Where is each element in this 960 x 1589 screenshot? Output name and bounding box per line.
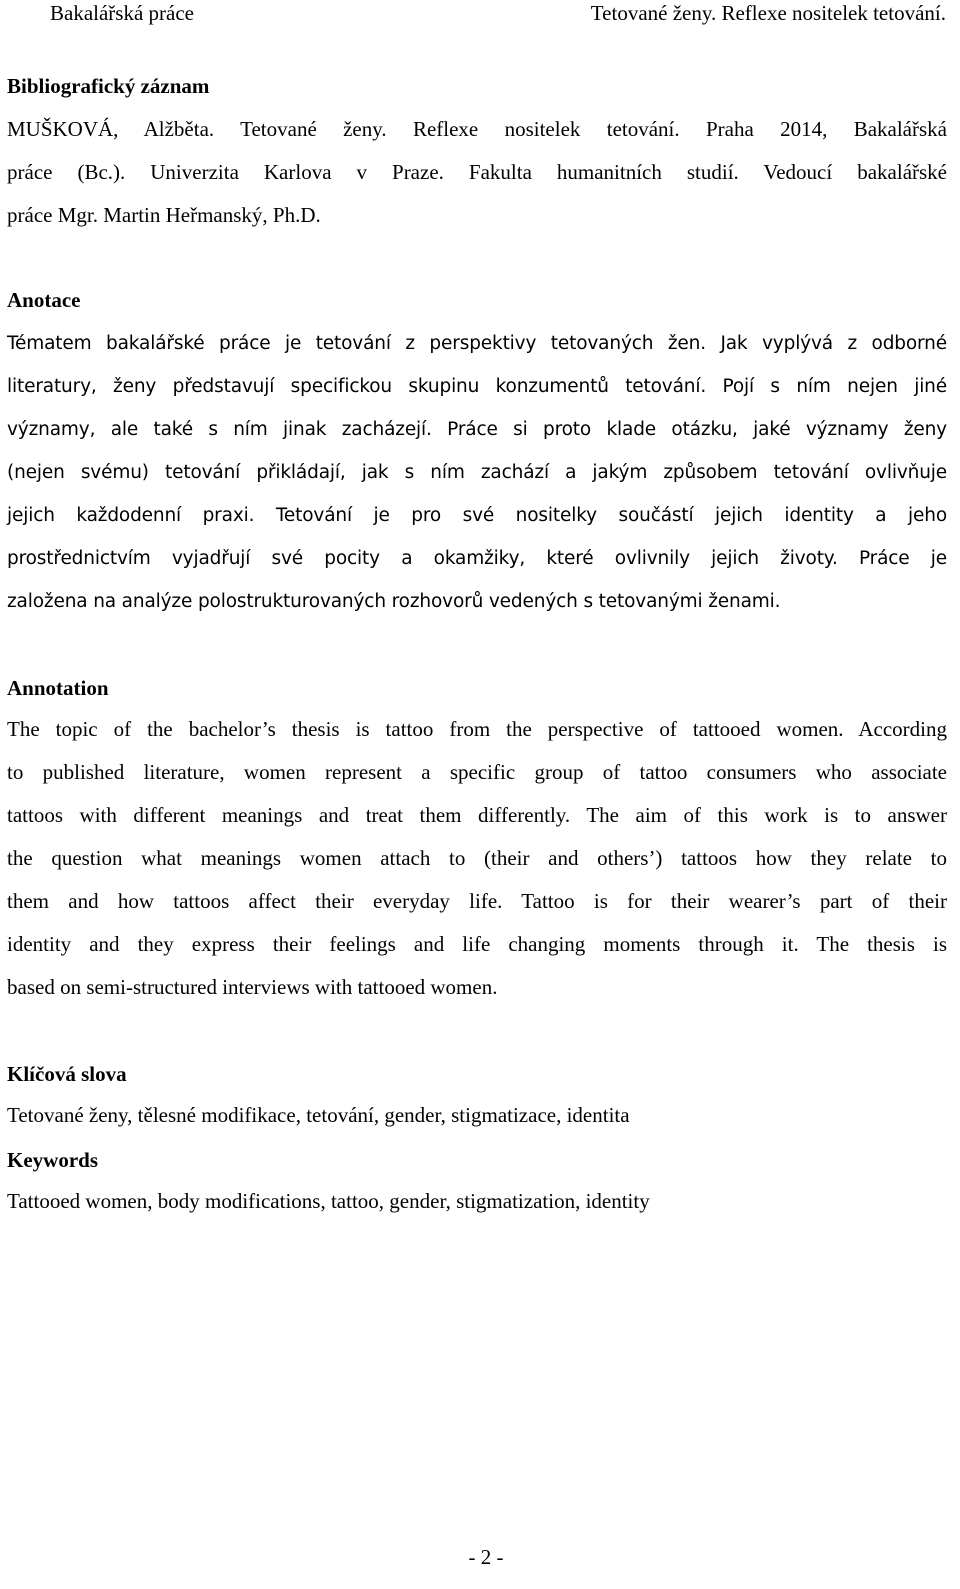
anotace-line: literatury, ženy představují specifickou skupinu konzumentů tetování. Pojí s ním nejen jiné — [7, 376, 947, 397]
annotation-heading: Annotation — [7, 676, 109, 700]
keywords-en-text: Tattooed women, body modifications, tattoo, gender, stigmatization, identity — [7, 1189, 650, 1213]
keywords-cz — [7, 1094, 947, 1137]
keywords-en-section-heading — [7, 1148, 947, 1172]
annotation-paragraph — [7, 708, 947, 1009]
keywords-en — [7, 1180, 947, 1223]
anotace-paragraph — [7, 322, 947, 623]
anotace-line: založena na analýze polostrukturovaných rozhovorů vedených s tetovanými ženami. — [7, 591, 781, 612]
anotace-line: prostřednictvím vyjadřují své pocity a okamžiky, které ovlivnily jejich životy. Práce je — [7, 548, 947, 569]
bibliography-line: práce (Bc.). Univerzita Karlova v Praze. Fakulta humanitních studií. Vedoucí bakalářské — [7, 160, 947, 184]
bibliography-text — [7, 108, 947, 237]
anotace-heading: Anotace — [7, 288, 81, 312]
annotation-line: to published literature, women represent a specific group of tattoo consumers who associate — [7, 760, 947, 784]
anotace-line: významy, ale také s ním jinak zacházejí. Práce si proto klade otázku, jaké významy ženy — [7, 419, 947, 440]
annotation-line: identity and they express their feelings and life changing moments through it. The thesis is — [7, 932, 947, 956]
anotace-line: jejich každodenní praxi. Tetování je pro své nositelky součástí jejich identity a jeho — [7, 505, 947, 526]
keywords-cz-text: Tetované ženy, tělesné modifikace, tetování, gender, stigmatizace, identita — [7, 1103, 630, 1127]
bibliography-line: práce Mgr. Martin Heřmanský, Ph.D. — [7, 203, 321, 227]
anotace-line: Tématem bakalářské práce je tetování z perspektivy tetovaných žen. Jak vyplývá z odborné — [7, 333, 947, 354]
header-left-title: Bakalářská práce — [50, 1, 194, 25]
anotace-line: (nejen svému) tetování přikládají, jak s ním zachází a jakým způsobem tetování ovlivňuje — [7, 462, 947, 483]
bibliography-heading: Bibliografický záznam — [7, 74, 210, 98]
annotation-line: based on semi-structured interviews with tattooed women. — [7, 975, 498, 999]
bibliography-section-heading — [7, 74, 947, 98]
bibliography-record — [7, 108, 947, 237]
keywords-cz-section-heading — [7, 1062, 947, 1086]
annotation-section-heading — [7, 676, 947, 700]
annotation-line: tattoos with different meanings and treat them differently. The aim of this work is to answer — [7, 803, 947, 827]
page-number: - 2 - — [468, 1545, 504, 1569]
running-header — [0, 0, 960, 30]
annotation-text — [7, 708, 947, 1009]
annotation-line: the question what meanings women attach to (their and others’) tattoos how they relate to — [7, 846, 947, 870]
bibliography-line: MUŠKOVÁ, Alžběta. Tetované ženy. Reflexe nositelek tetování. Praha 2014, Bakalářská — [7, 117, 947, 141]
keywords-cz-heading: Klíčová slova — [7, 1062, 127, 1086]
anotace-section-heading — [7, 288, 947, 312]
anotace-text — [7, 322, 947, 623]
keywords-en-heading: Keywords — [7, 1148, 98, 1172]
header-right-title: Tetované ženy. Reflexe nositelek tetování. — [590, 1, 946, 25]
annotation-line: The topic of the bachelor’s thesis is tattoo from the perspective of tattooed women. According — [7, 717, 947, 741]
annotation-line: them and how tattoos affect their everyday life. Tattoo is for their wearer’s part of their — [7, 889, 947, 913]
